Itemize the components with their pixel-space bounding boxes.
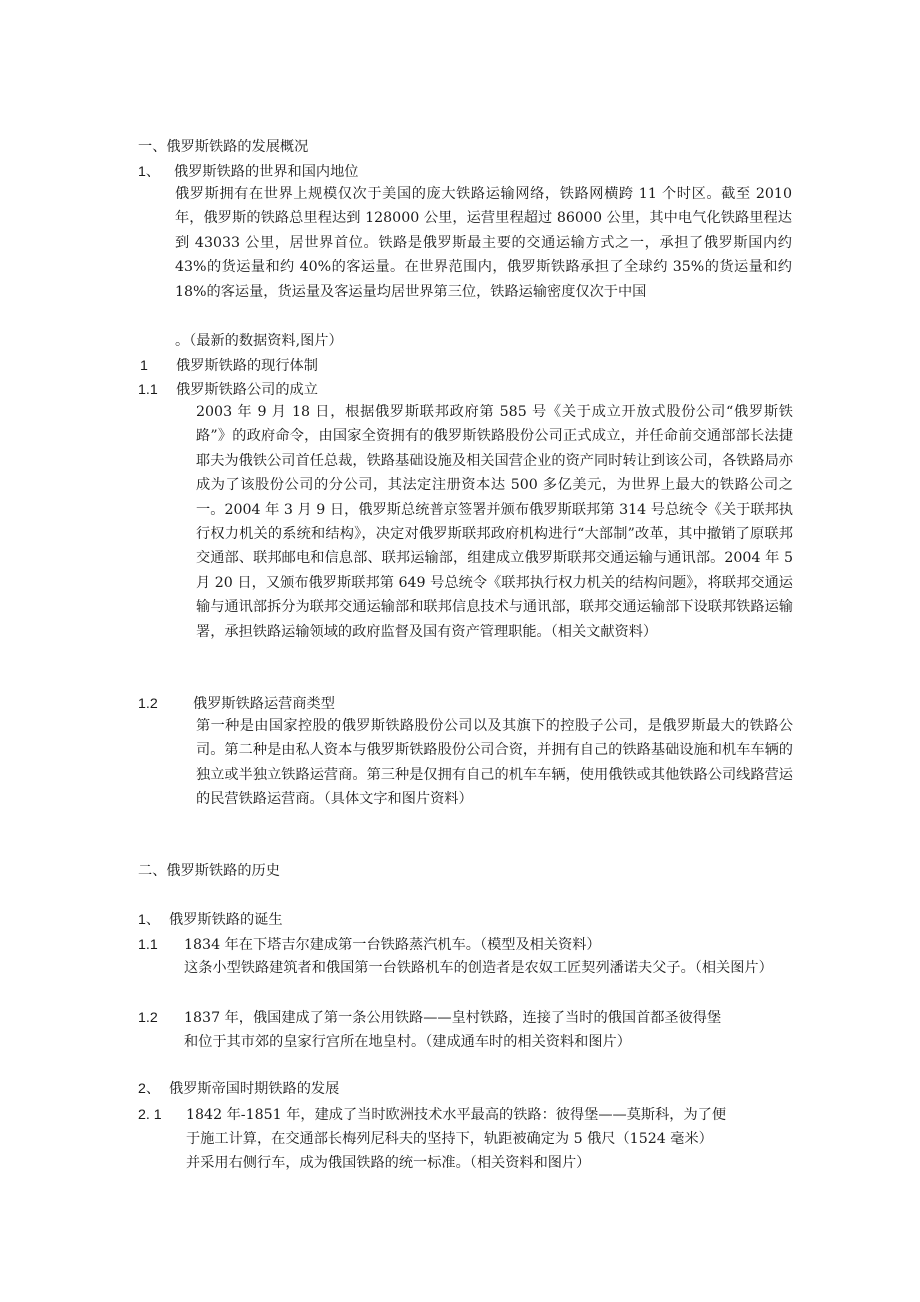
paragraph-company-founding: 2003 年 9 月 18 日，根据俄罗斯联邦政府第 585 号《关于成立开放式股份公司“俄罗斯铁路”》的政府命令，由国家全资拥有的俄罗斯铁路股份公司正式成立，并任命前交通部部长法捷耶夫为俄铁公司首任总裁，铁路基础设施及相关国营企业的资产同时转让到该公司，各铁路局亦成为了该股份公司的分公司，其法定注册资本达 500 多亿美元，为世界上最大的铁路公司之一。2004 年 3 月 9 日，俄罗斯总统普京签署并颁布俄罗斯联邦第 314 号总统令《关于联邦执行权力机关的系统和结构》，决定对俄罗斯联邦政府机构进行“大部制”改革，其中撤销了原联邦交通部、联邦邮电和信息部、联邦运输部，组建成立俄罗斯联邦交通运输与通讯部。2004 年 5 月 20 日，又颁布俄罗斯联邦第 649 号总统令《联邦执行权力机关的结构问题》，将联邦交通运输与通讯部拆分为联邦交通运输部和联邦信息技术与通讯部，联邦交通运输部下设联邦铁路运输署，承担铁路运输领域的政府监督及国有资产管理职能。（相关文献资料）: [196, 404, 793, 640]
subsection-2-1-title: 俄罗斯铁路公司的成立: [176, 382, 318, 398]
history-item-1-2-text: 1837 年，俄国建成了第一条公用铁路——皇村铁路，连接了当时的俄国首都圣彼得堡: [184, 1010, 722, 1026]
history-subsection-1-number: 1、: [138, 912, 161, 928]
history-item-2-1-cont-1: 于施工计算，在交通部长梅列尼科夫的坚持下，轨距被确定为 5 俄尺（1524 毫米）: [186, 1131, 713, 1147]
history-item-1-1-number: 1.1: [138, 937, 158, 953]
history-subsection-1-title: 俄罗斯铁路的诞生: [169, 912, 283, 928]
paragraph-world-status: 俄罗斯拥有在世界上规模仅次于美国的庞大铁路运输网络，铁路网横跨 11 个时区。截至 2010 年，俄罗斯的铁路总里程达到 128000 公里，运营里程超过 86000 公里，其中电气化铁路里程达到 43033 公里，居世界首位。铁路是俄罗斯最主要的交通运输方式之一，承担了俄罗斯国内约 43%的货运量和约 40%的客运量。在世界范围内，俄罗斯铁路承担了全球约 35%的货运量和约 18%的客运量，货运量及客运量均居世界第三位，铁路运输密度仅次于中国: [175, 186, 792, 300]
history-item-2-1-number: 2. 1: [138, 1107, 162, 1123]
paragraph-world-status-note: 。（最新的数据资料,图片）: [175, 333, 343, 349]
subsection-2-number: 1: [140, 358, 148, 374]
subsection-2-2-number: 1.2: [138, 696, 158, 712]
history-subsection-2-number: 2、: [138, 1081, 161, 1097]
section-1-heading: 一、俄罗斯铁路的发展概况: [138, 139, 309, 155]
subsection-1-title: 俄罗斯铁路的世界和国内地位: [174, 164, 359, 180]
history-item-1-2-number: 1.2: [138, 1010, 158, 1026]
subsection-2-title: 俄罗斯铁路的现行体制: [176, 358, 318, 374]
history-item-2-1-text: 1842 年-1851 年，建成了当时欧洲技术水平最高的铁路：彼得堡——莫斯科，为了便: [186, 1107, 727, 1123]
history-item-1-1-body: 这条小型铁路建筑者和俄国第一台铁路机车的创造者是农奴工匠契列潘诺夫父子。（相关图片）: [184, 960, 773, 976]
subsection-2-2-title: 俄罗斯铁路运营商类型: [193, 696, 335, 712]
history-subsection-2-title: 俄罗斯帝国时期铁路的发展: [169, 1081, 340, 1097]
history-item-2-1-cont-2: 并采用右侧行车，成为俄国铁路的统一标准。（相关资料和图片）: [186, 1155, 591, 1171]
section-2-heading: 二、俄罗斯铁路的历史: [138, 863, 280, 879]
paragraph-operator-types: 第一种是由国家控股的俄罗斯铁路股份公司以及其旗下的控股子公司，是俄罗斯最大的铁路公司。第二种是由私人资本与俄罗斯铁路股份公司合资，并拥有自己的铁路基础设施和机车车辆的独立或半独立铁路运营商。第三种是仅拥有自己的机车车辆，使用俄铁或其他铁路公司线路营运的民营铁路运营商。（具体文字和图片资料）: [196, 718, 793, 808]
subsection-1-number: 1、: [138, 164, 161, 180]
subsection-2-1-number: 1.1: [138, 382, 158, 398]
history-item-1-1-text: 1834 年在下塔吉尔建成第一台铁路蒸汽机车。（模型及相关资料）: [184, 937, 601, 953]
history-item-1-2-cont: 和位于其市郊的皇家行宫所在地皇村。（建成通车时的相关资料和图片）: [184, 1034, 631, 1050]
